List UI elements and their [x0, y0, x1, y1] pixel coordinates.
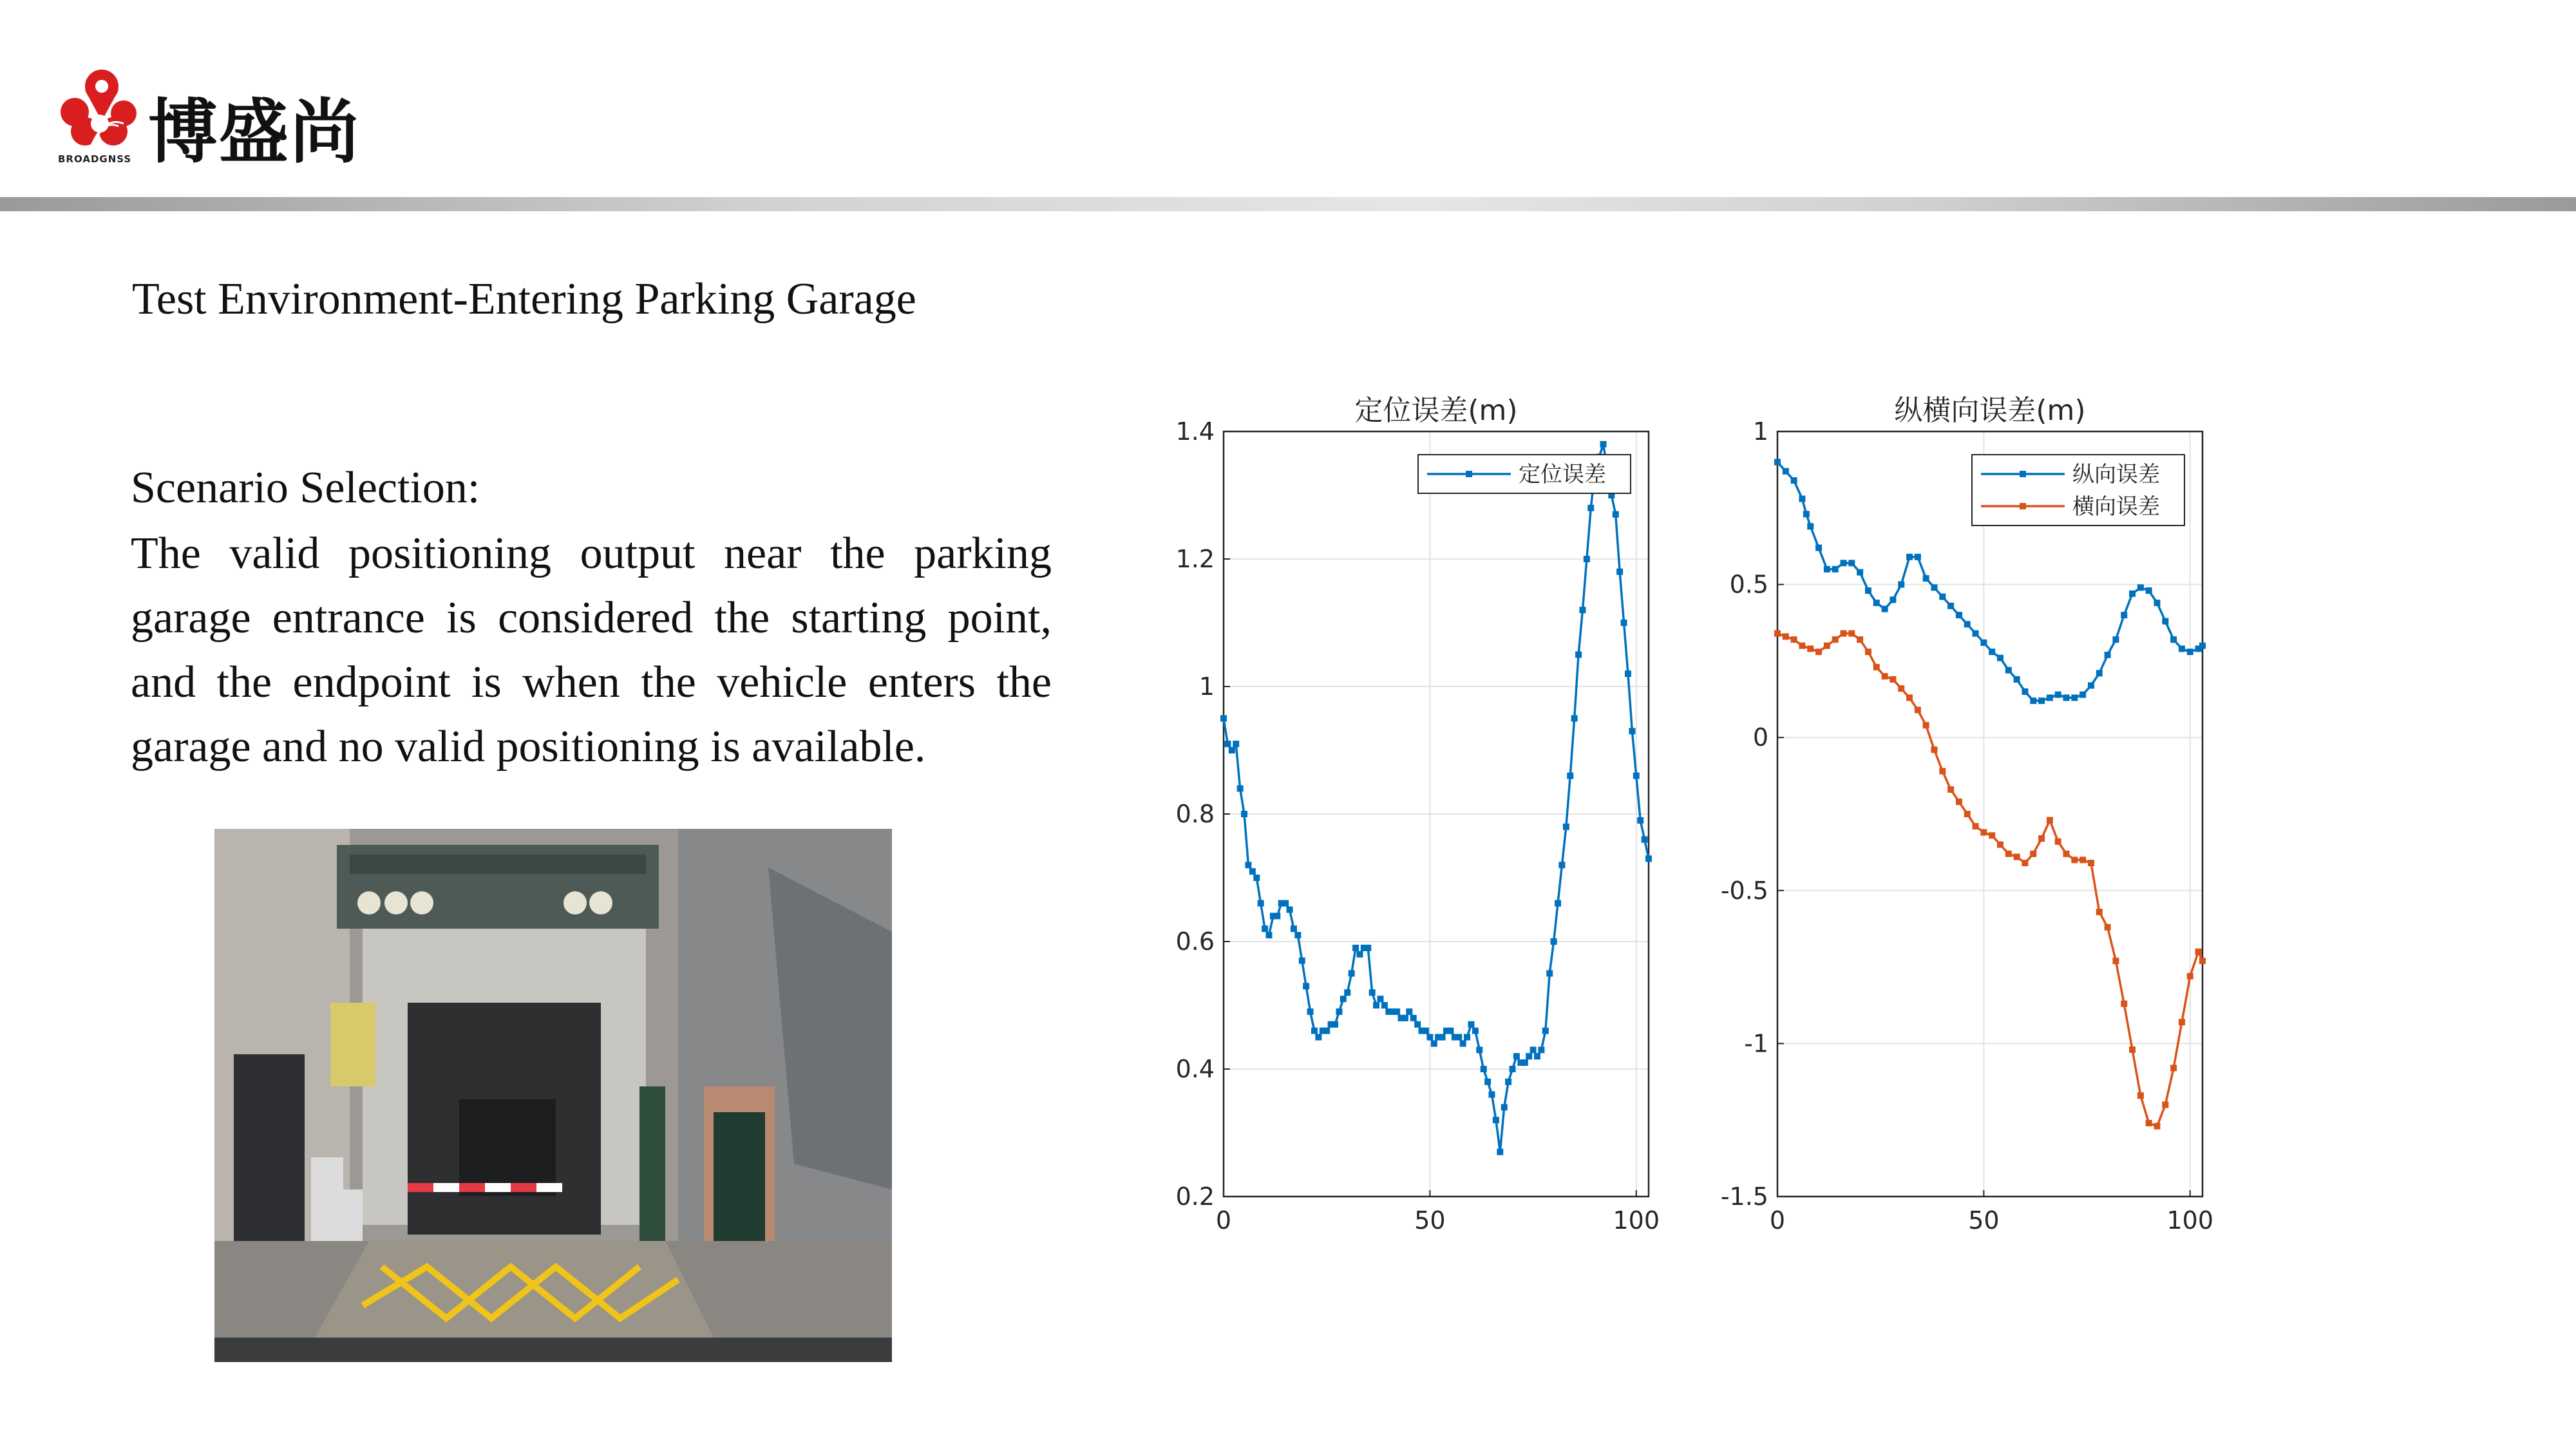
y-tick-label: 0.6	[1175, 927, 1215, 956]
data-point	[1323, 1028, 1330, 1034]
data-point	[2096, 909, 2103, 915]
data-point	[2129, 1046, 2136, 1053]
data-point	[1406, 1009, 1412, 1015]
data-point	[1973, 823, 1979, 829]
data-point	[1584, 556, 1590, 562]
y-tick-label: 0.5	[1729, 570, 1768, 599]
data-point	[2105, 924, 2111, 931]
legend-label: 定位误差	[1519, 462, 1606, 488]
legend-swatch-marker	[2020, 471, 2026, 477]
data-point	[1989, 649, 1995, 655]
data-point	[2179, 645, 2185, 652]
data-point	[2079, 692, 2086, 698]
data-point	[2146, 1120, 2152, 1126]
data-point	[2187, 649, 2193, 655]
data-point	[1447, 1028, 1454, 1034]
data-point	[1497, 1149, 1503, 1155]
data-point	[1915, 554, 1921, 560]
data-point	[1939, 594, 1946, 600]
data-point	[1637, 817, 1643, 824]
data-point	[1484, 1079, 1491, 1085]
data-point	[1534, 1053, 1540, 1059]
header-divider	[0, 197, 2576, 211]
data-point	[1530, 1046, 1537, 1053]
data-point	[1258, 900, 1264, 907]
data-point	[1431, 1040, 1437, 1046]
data-point	[1265, 932, 1272, 938]
data-point	[1824, 643, 1830, 649]
data-point	[1774, 459, 1781, 466]
data-point	[1906, 554, 1913, 560]
data-point	[1621, 620, 1627, 626]
data-point	[2154, 1123, 2161, 1130]
data-point	[1923, 722, 1929, 728]
data-point	[1645, 855, 1652, 862]
data-point	[1815, 649, 1822, 655]
data-point	[2022, 688, 2028, 695]
x-tick-label: 0	[1769, 1206, 1786, 1235]
data-point	[1294, 932, 1301, 938]
data-point	[1394, 1009, 1400, 1015]
data-point	[1807, 645, 1814, 652]
data-point	[1947, 786, 1954, 793]
data-point	[1857, 569, 1863, 576]
series-line-2	[1777, 634, 2202, 1126]
data-point	[1249, 868, 1256, 875]
data-point	[1336, 1009, 1342, 1015]
data-point	[1841, 560, 1847, 566]
data-point	[1915, 706, 1921, 713]
data-point	[1522, 1059, 1528, 1066]
data-point	[1224, 741, 1231, 747]
data-point	[2195, 949, 2202, 955]
data-point	[1587, 505, 1594, 511]
legend-swatch-marker	[1466, 471, 1472, 477]
x-tick-label: 0	[1215, 1206, 1232, 1235]
data-point	[1542, 1028, 1549, 1034]
data-point	[1783, 468, 1789, 475]
data-point	[1774, 630, 1781, 637]
data-point	[2129, 591, 2136, 597]
y-tick-label: 1.4	[1175, 417, 1215, 446]
data-point	[1551, 938, 1557, 945]
data-point	[1939, 768, 1946, 774]
data-point	[1233, 741, 1239, 747]
data-point	[1873, 664, 1880, 670]
data-point	[2162, 1101, 2168, 1108]
chart-title: 纵横向误差(m)	[1894, 394, 2086, 427]
data-point	[1579, 607, 1586, 613]
data-point	[1973, 630, 1979, 637]
data-point	[1906, 694, 1913, 701]
data-point	[1381, 1002, 1388, 1009]
data-point	[1923, 575, 1929, 582]
data-point	[2187, 973, 2193, 980]
data-point	[1882, 673, 1888, 679]
data-point	[1377, 996, 1383, 1002]
y-tick-label: 1.2	[1175, 545, 1215, 573]
data-point	[1848, 630, 1855, 637]
data-point	[2199, 958, 2206, 964]
data-point	[1931, 746, 1937, 753]
data-point	[1898, 582, 1904, 588]
data-point	[1476, 1046, 1482, 1053]
data-point	[1356, 951, 1363, 958]
data-point	[1439, 1034, 1446, 1041]
data-point	[1344, 989, 1350, 996]
data-point	[1956, 799, 1962, 805]
parking-garage-entrance-photo	[214, 829, 892, 1362]
data-point	[1460, 1040, 1466, 1046]
data-point	[1481, 1066, 1487, 1072]
legend-swatch-marker	[2020, 503, 2026, 509]
data-point	[2105, 652, 2111, 658]
data-point	[2071, 694, 2078, 701]
data-point	[1299, 958, 1305, 964]
data-point	[1980, 829, 1987, 836]
data-point	[1799, 643, 1805, 649]
data-point	[2055, 838, 2061, 845]
data-point	[1464, 1034, 1470, 1041]
data-point	[1510, 1066, 1516, 1072]
data-point	[2014, 854, 2020, 860]
scenario-heading: Scenario Selection:	[131, 463, 480, 513]
chart-title: 定位误差(m)	[1354, 394, 1518, 427]
data-point	[1558, 862, 1565, 868]
brand-name: 博盛尚	[148, 92, 361, 173]
data-point	[1455, 1034, 1462, 1041]
data-point	[2162, 618, 2168, 625]
y-tick-label: 0.4	[1175, 1055, 1215, 1083]
y-tick-label: 0.8	[1175, 800, 1215, 828]
data-point	[1282, 900, 1289, 907]
x-tick-label: 50	[1968, 1206, 2000, 1235]
scenario-body: The valid positioning output near the parking garage entrance is considered the starting point, and the endpoint is when the vehicle enters the garage and no valid positioning is available.	[131, 529, 1052, 772]
data-point	[1307, 1009, 1314, 1015]
data-point	[1274, 913, 1280, 919]
data-point	[2005, 851, 2012, 857]
data-point	[1423, 1028, 1429, 1034]
data-point	[2063, 694, 2070, 701]
y-tick-label: -1	[1744, 1029, 1768, 1058]
data-point	[2038, 835, 2045, 842]
data-point	[1629, 728, 1635, 734]
data-point	[1832, 566, 1839, 573]
x-tick-label: 50	[1414, 1206, 1446, 1235]
data-point	[1989, 832, 1995, 838]
data-point	[1873, 600, 1880, 606]
data-point	[2005, 667, 2012, 674]
data-point	[1964, 811, 1971, 817]
brand-subtitle: BROADGNSS	[58, 153, 132, 165]
data-point	[1402, 1015, 1408, 1021]
data-point	[2079, 857, 2086, 863]
x-tick-label: 100	[2166, 1206, 2214, 1235]
data-point	[1815, 545, 1822, 551]
data-point	[1332, 1021, 1338, 1028]
data-point	[1898, 685, 1904, 692]
data-point	[1349, 971, 1355, 977]
data-point	[1997, 842, 2003, 848]
data-point	[1575, 652, 1582, 658]
data-point	[2014, 676, 2020, 683]
data-point	[1848, 560, 1855, 566]
data-point	[1889, 676, 1896, 683]
data-point	[2137, 1092, 2144, 1099]
positioning-error-chart	[1146, 380, 1674, 1269]
data-point	[1546, 971, 1553, 977]
data-point	[1410, 1015, 1417, 1021]
data-point	[1340, 996, 1347, 1002]
data-point	[2112, 958, 2119, 964]
data-point	[1980, 639, 1987, 646]
data-point	[1616, 569, 1623, 575]
data-point	[1414, 1021, 1421, 1028]
data-point	[2112, 636, 2119, 643]
data-point	[1824, 566, 1830, 573]
data-point	[2170, 1065, 2177, 1071]
data-point	[1563, 824, 1569, 830]
data-point	[2022, 860, 2028, 866]
data-point	[1882, 606, 1888, 612]
data-point	[1791, 477, 1797, 484]
data-point	[2154, 600, 2161, 606]
data-point	[1642, 837, 1648, 843]
data-point	[1600, 441, 1607, 448]
y-tick-label: -0.5	[1720, 876, 1768, 905]
data-point	[1245, 862, 1251, 868]
y-tick-label: 0	[1752, 723, 1768, 752]
data-point	[1538, 1046, 1544, 1053]
data-point	[1555, 900, 1561, 907]
data-point	[1426, 1034, 1433, 1041]
data-point	[1947, 603, 1954, 609]
data-point	[1613, 511, 1619, 518]
data-point	[1373, 1002, 1379, 1009]
data-point	[1889, 596, 1896, 603]
data-point	[2030, 697, 2036, 704]
y-tick-label: 1	[1198, 672, 1215, 701]
data-point	[2055, 692, 2061, 698]
data-point	[1291, 925, 1297, 932]
data-point	[1489, 1092, 1495, 1098]
lateral-longitudinal-error-chart	[1700, 380, 2228, 1269]
data-point	[1567, 773, 1573, 779]
data-point	[1964, 621, 1971, 627]
data-point	[2047, 817, 2053, 824]
legend-label: 纵向误差	[2072, 462, 2160, 488]
data-point	[1841, 630, 1847, 637]
x-tick-label: 100	[1613, 1206, 1660, 1235]
data-point	[2038, 697, 2045, 704]
data-point	[1997, 655, 2003, 661]
data-point	[1241, 811, 1247, 817]
data-point	[2121, 612, 2127, 618]
data-point	[1803, 511, 1810, 517]
data-point	[2146, 587, 2152, 594]
data-point	[2063, 851, 2070, 857]
data-point	[1311, 1028, 1318, 1034]
data-point	[1931, 584, 1937, 591]
data-point	[1513, 1053, 1520, 1059]
data-point	[1365, 945, 1371, 951]
data-point	[2030, 851, 2036, 857]
data-point	[1253, 875, 1260, 881]
data-point	[1472, 1028, 1479, 1034]
data-point	[1468, 1021, 1474, 1028]
data-point	[1220, 715, 1227, 722]
data-point	[1501, 1104, 1508, 1110]
data-point	[1865, 649, 1871, 655]
data-point	[1865, 587, 1871, 594]
data-point	[2071, 857, 2078, 863]
data-point	[1229, 747, 1235, 753]
data-point	[1369, 989, 1376, 996]
data-point	[1262, 925, 1268, 932]
data-point	[1799, 496, 1805, 502]
data-point	[2096, 670, 2103, 676]
data-point	[1791, 636, 1797, 643]
data-point	[1571, 715, 1578, 722]
data-point	[2047, 694, 2053, 701]
data-point	[2121, 1001, 2127, 1007]
y-tick-label: -1.5	[1720, 1182, 1768, 1211]
data-point	[1287, 907, 1293, 913]
y-tick-label: 0.2	[1175, 1182, 1215, 1211]
data-point	[1807, 523, 1814, 529]
data-point	[1315, 1034, 1321, 1041]
data-point	[2137, 584, 2144, 591]
data-point	[2199, 643, 2206, 649]
data-point	[1633, 773, 1640, 779]
data-point	[1237, 785, 1244, 791]
legend-label: 横向误差	[2072, 494, 2160, 520]
data-point	[1505, 1079, 1511, 1085]
data-point	[1783, 633, 1789, 639]
data-point	[2088, 860, 2094, 866]
slide-title: Test Environment-Entering Parking Garage	[132, 274, 916, 324]
data-point	[1352, 945, 1359, 951]
data-point	[1832, 636, 1839, 643]
y-tick-label: 1	[1752, 417, 1768, 446]
data-point	[1303, 983, 1309, 989]
data-point	[1625, 670, 1631, 677]
data-point	[1956, 612, 1962, 618]
data-point	[1857, 636, 1863, 643]
data-point	[2088, 682, 2094, 688]
data-point	[1526, 1053, 1532, 1059]
data-point	[2179, 1019, 2185, 1025]
data-point	[1493, 1117, 1499, 1123]
data-point	[2170, 636, 2177, 643]
